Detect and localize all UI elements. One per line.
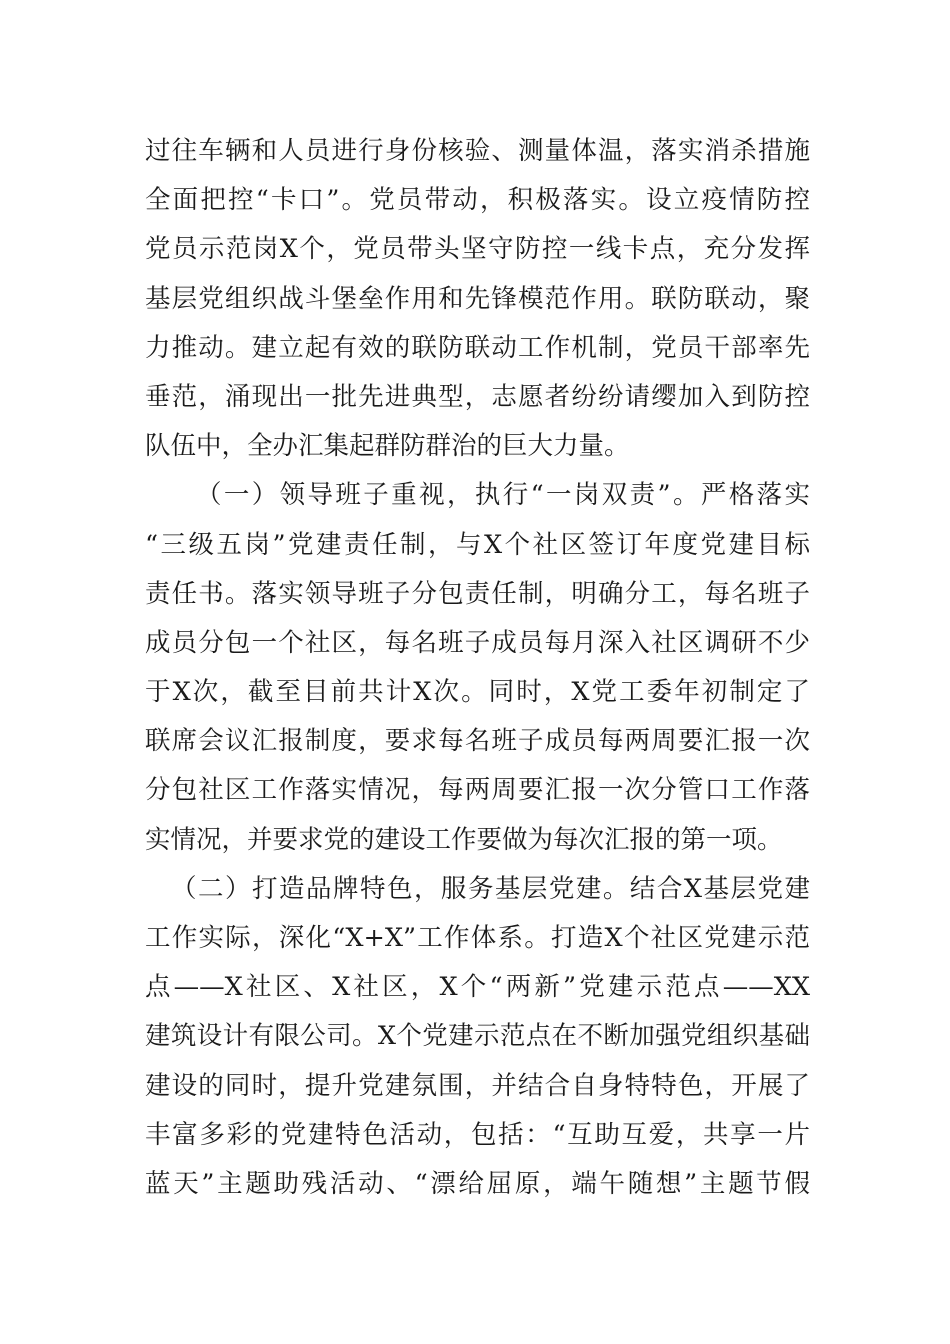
document-body [145, 127, 810, 1209]
text-line: 丰富多彩的党建特色活动，包括：“互助互爱，共享一片 [145, 1119, 810, 1150]
paragraph-brand [145, 865, 810, 1209]
text-line: 蓝天”主题助残活动、“漂给屈原，端午随想”主题节假 [145, 1168, 810, 1199]
text-line: 过往车辆和人员进行身份核验、测量体温，落实消杀措施 [145, 136, 810, 166]
text-line: 实情况，并要求党的建设工作要做为每次汇报的第一项。 [145, 824, 783, 855]
text-line: 点——X社区、X社区，X个“两新”党建示范点——XX [145, 972, 810, 1003]
paragraph-continuation [145, 127, 810, 471]
text-line: 建设的同时，提升党建氛围，并结合自身特特色，开展了 [145, 1070, 810, 1101]
text-line: 工作实际，深化“X+X”工作体系。打造X个社区党建示范 [145, 923, 810, 953]
text-line: 建筑设计有限公司。X个党建示范点在不断加强党组织基础 [145, 1021, 810, 1052]
text-line: （一）领导班子重视，执行“一岗双责”。严格落实 [196, 480, 810, 511]
text-line: 队伍中，全办汇集起群防群治的巨大力量。 [145, 431, 630, 462]
text-line: 党员示范岗X个，党员带头坚守防控一线卡点，充分发挥 [145, 234, 810, 265]
text-line: 力推动。建立起有效的联防联动工作机制，党员干部率先 [145, 332, 810, 363]
text-line: 责任书。落实领导班子分包责任制，明确分工，每名班子 [145, 578, 810, 609]
text-line: 成员分包一个社区，每名班子成员每月深入社区调研不少 [145, 627, 810, 658]
text-line: 分包社区工作落实情况，每两周要汇报一次分管口工作落 [145, 775, 810, 806]
text-line: 垂范，涌现出一批先进典型，志愿者纷纷请缨加入到防控 [145, 381, 810, 412]
text-line: 基层党组织战斗堡垒作用和先锋模范作用。联防联动，聚 [145, 283, 810, 314]
text-line: “三级五岗”党建责任制，与X个社区签订年度党建目标 [145, 529, 810, 560]
text-line: 全面把控“卡口”。党员带动，积极落实。设立疫情防控 [145, 185, 810, 216]
paragraph-leadership [145, 471, 810, 865]
text-line: 于X次，截至目前共计X次。同时，X党工委年初制定了 [145, 677, 810, 708]
text-line: 联席会议汇报制度，要求每名班子成员每两周要汇报一次 [145, 726, 810, 757]
text-line: （二）打造品牌特色，服务基层党建。结合X基层党建 [171, 873, 810, 904]
